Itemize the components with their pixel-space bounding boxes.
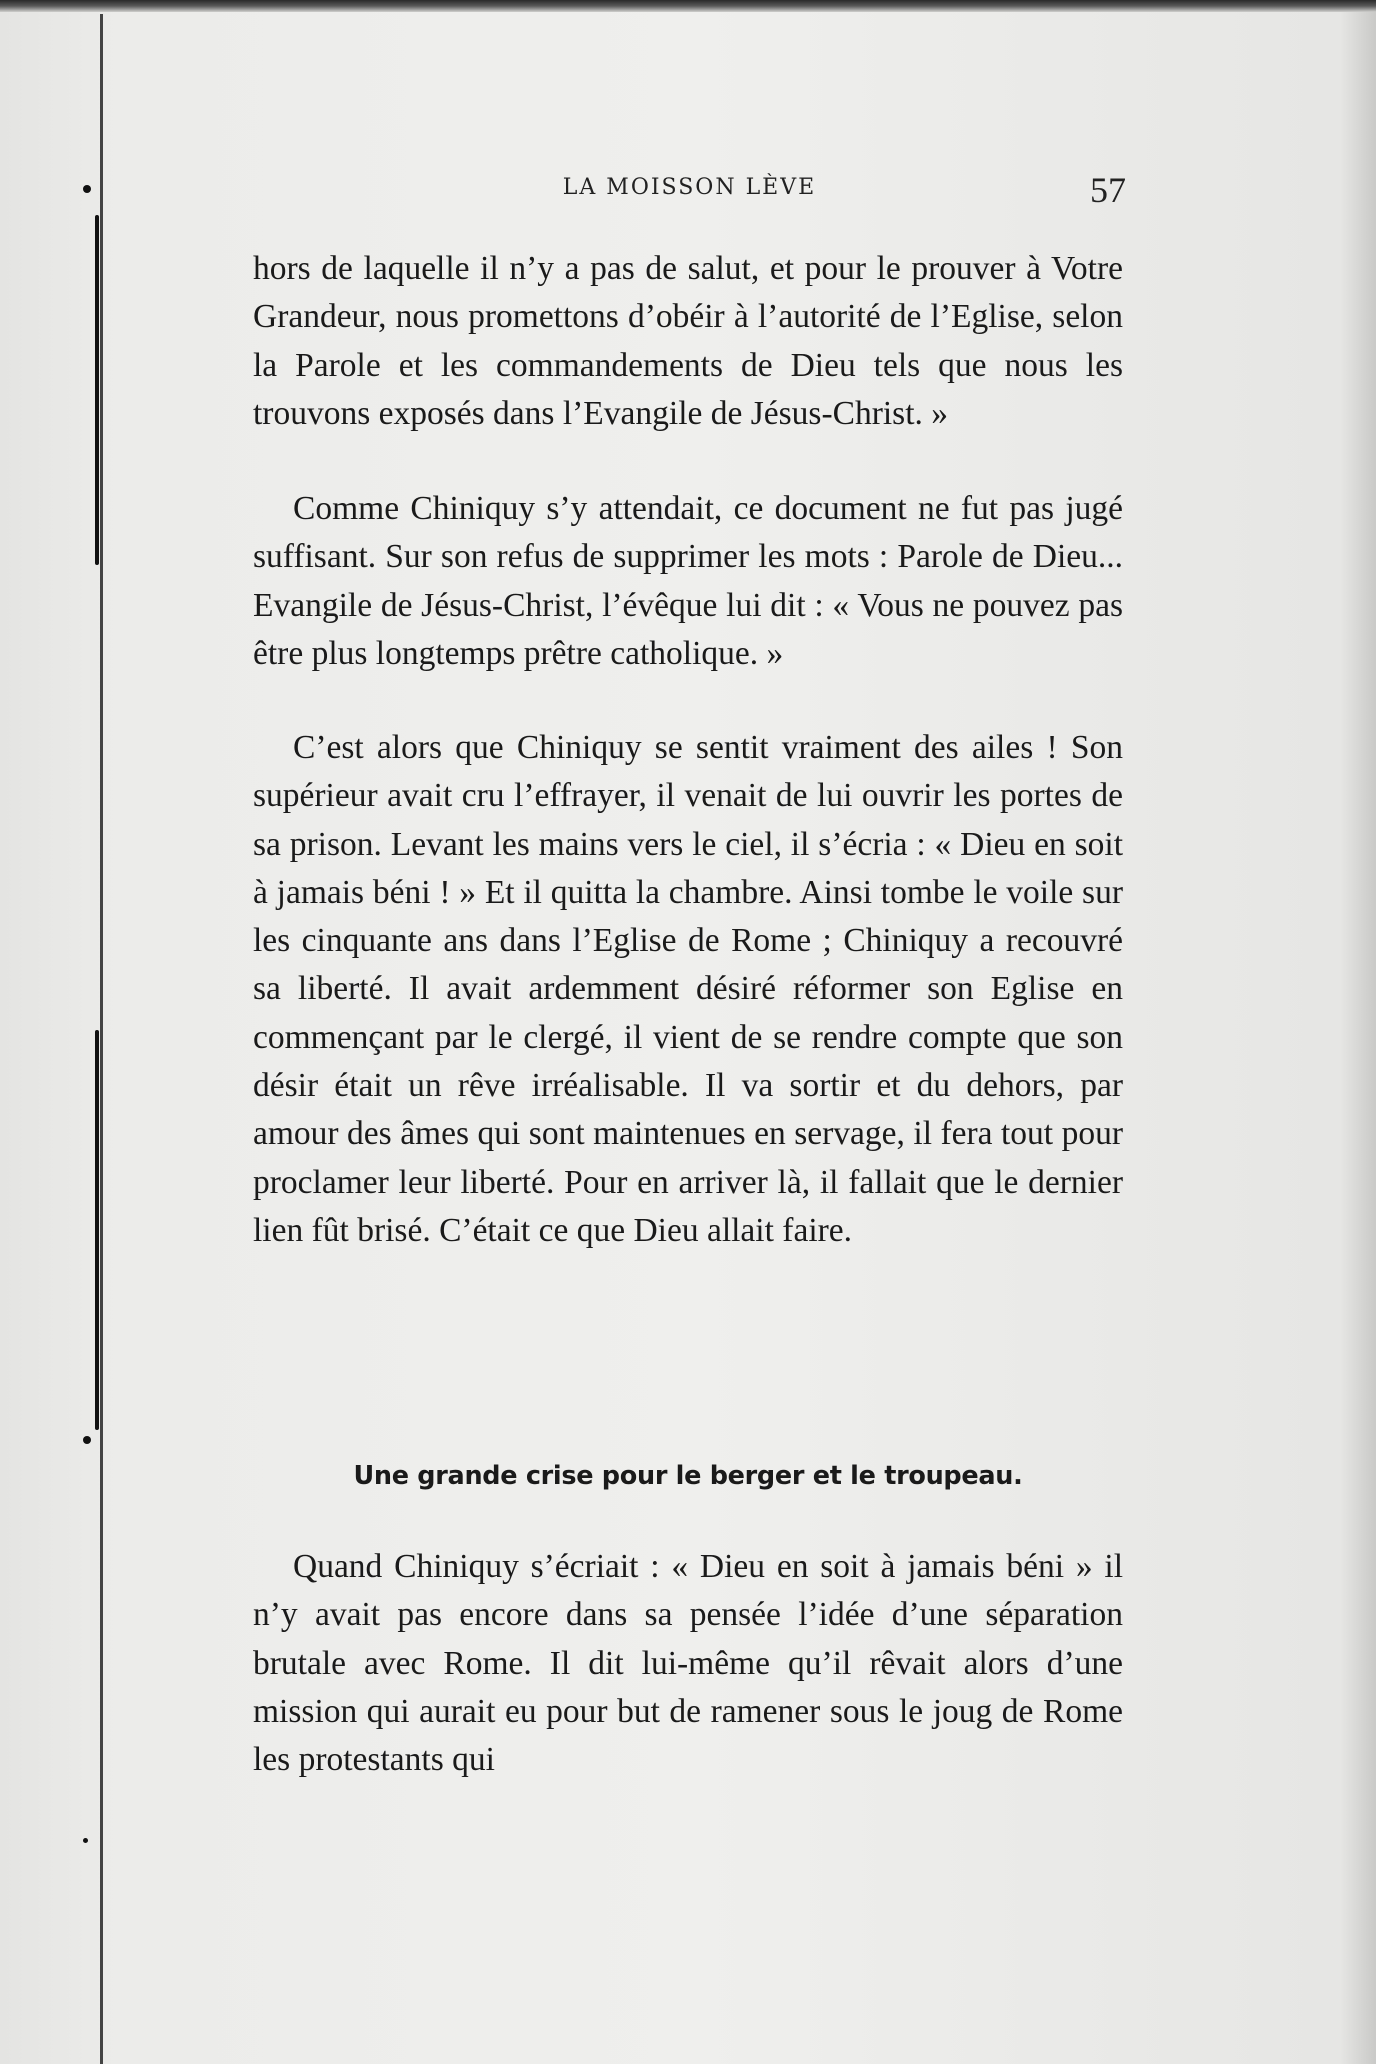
body-paragraph: Quand Chiniquy s’écriait : « Dieu en soit à jamais béni » il n’y avait pas encore dans sa pensée l’idée d’une séparation brutale avec Rome. Il dit lui-même qu’il rêvait alors d’une mission qui aurait eu pour but de ramener sous le joug de Rome les protestants qui	[253, 1548, 1123, 1779]
binding-mark	[83, 1838, 88, 1843]
binding-mark	[83, 185, 91, 193]
body-paragraph: hors de laquelle il n’y a pas de salut, et pour le prouver à Votre Grandeur, nous promettons d’obéir à l’autorité de l’Eglise, selon la Parole et les commandements de Dieu tels que nous les trouvons exposés dans l’Evangile de Jésus-Christ. »	[253, 250, 1123, 432]
page-number: 57	[1090, 170, 1126, 210]
binding-margin-rule	[100, 14, 103, 2064]
running-title: LA MOISSON LÈVE	[562, 175, 817, 200]
section-heading: Une grande crise pour le berger et le troupeau.	[353, 1461, 1023, 1491]
body-paragraph: C’est alors que Chiniquy se sentit vraiment des ailes ! Son supérieur avait cru l’effrayer, il venait de lui ouvrir les portes de sa prison. Levant les mains vers le ciel, il s’écria : « Dieu en soit à jamais béni ! » Et il quitta la chambre. Ainsi tombe le voile sur les cinquante ans dans l’Eglise de Rome ; Chiniquy a recouvré sa liberté. Il avait ardemment désiré réformer son Eglise en commençant par le clergé, il vient de se rendre compte que son désir était un rêve irréalisable. Il va sortir et du dehors, par amour des âmes qui sont maintenues en servage, il fera tout pour proclamer leur liberté. Pour en arriver là, il fallait que le dernier lien fût brisé. C’était ce que Dieu allait faire.	[253, 729, 1123, 1249]
body-paragraph: Comme Chiniquy s’y attendait, ce document ne fut pas jugé suffisant. Sur son refus de supprimer les mots : Parole de Dieu... Evangile de Jésus-Christ, l’évêque lui dit : « Vous ne pouvez pas être plus longtemps prêtre catholique. »	[253, 490, 1123, 672]
binding-thread-lower	[95, 1030, 99, 1430]
binding-thread-upper	[95, 215, 99, 565]
page-top-edge	[0, 0, 1376, 12]
running-header	[253, 163, 1126, 213]
binding-mark	[83, 1436, 91, 1444]
